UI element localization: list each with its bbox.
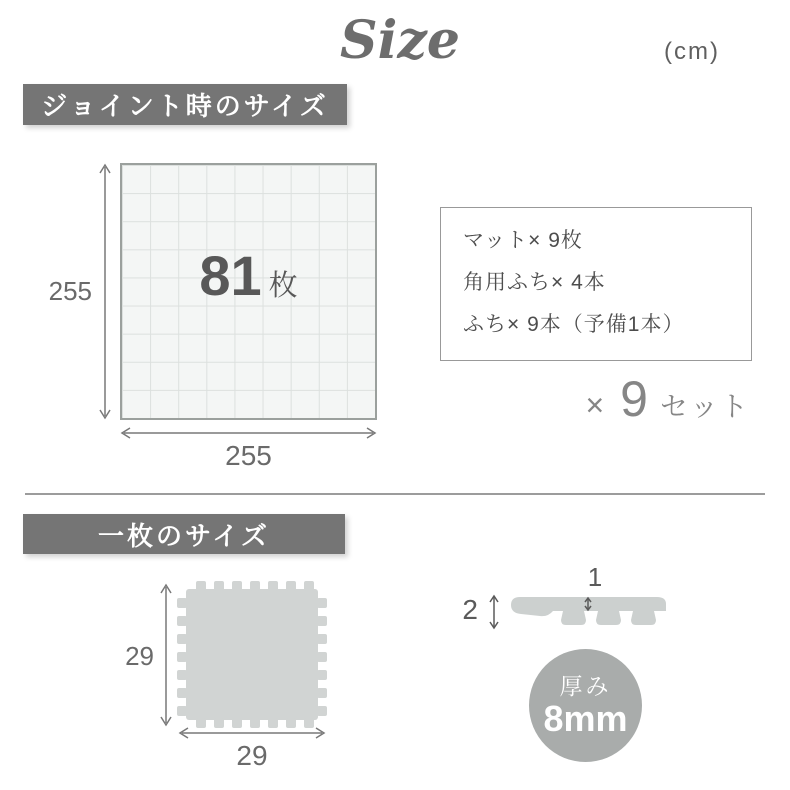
set-contents-list [463, 224, 741, 338]
set-count-badge [555, 370, 750, 426]
set-contents-item-mat: マット× 9枚 [463, 229, 583, 252]
section-divider [25, 493, 765, 495]
height-dimension-arrow-joined [98, 163, 112, 420]
thickness-badge-value: 8mm [543, 697, 628, 739]
section-banner-joined-label: ジョイント時のサイズ [41, 91, 329, 121]
single-mat-diagram [177, 581, 327, 728]
height-dimension-arrow-single [159, 583, 173, 727]
height-dimension-label-single: 29 [125, 641, 154, 671]
section-banner-single-label: 一枚のサイズ [98, 520, 270, 551]
profile-top-dimension-label: 1 [587, 562, 603, 592]
set-count-times: × [585, 387, 605, 423]
grid-piece-count [122, 165, 375, 308]
edge-profile-diagram [508, 594, 670, 630]
set-count-value: 9 [620, 371, 648, 427]
thickness-badge-label: 厚み [559, 672, 612, 699]
width-dimension-label-joined: 255 [225, 440, 272, 471]
set-count-unit: セット [659, 391, 750, 422]
width-dimension-arrow-single [178, 726, 326, 740]
height-dimension-label-joined: 255 [48, 276, 92, 306]
profile-side-dimension-label: 2 [462, 594, 478, 625]
joined-mat-grid-diagram [120, 163, 377, 420]
width-dimension-label-single: 29 [236, 740, 268, 771]
grid-piece-count-unit: 枚 [268, 270, 298, 302]
section-banner-joined [23, 84, 347, 125]
set-contents-item-corner-edge: 角用ふち× 4本 [463, 271, 606, 294]
set-contents-item-edge: ふち× 9本（予備1本） [463, 313, 685, 336]
set-contents-box [440, 207, 752, 361]
unit-label: (cm) [664, 38, 720, 65]
page-title: Size [340, 10, 460, 71]
thickness-badge [529, 649, 642, 762]
width-dimension-arrow-joined [120, 426, 377, 440]
profile-side-dimension-arrow [487, 594, 501, 630]
section-banner-single [23, 514, 345, 554]
grid-piece-count-value: 81 [199, 244, 262, 307]
